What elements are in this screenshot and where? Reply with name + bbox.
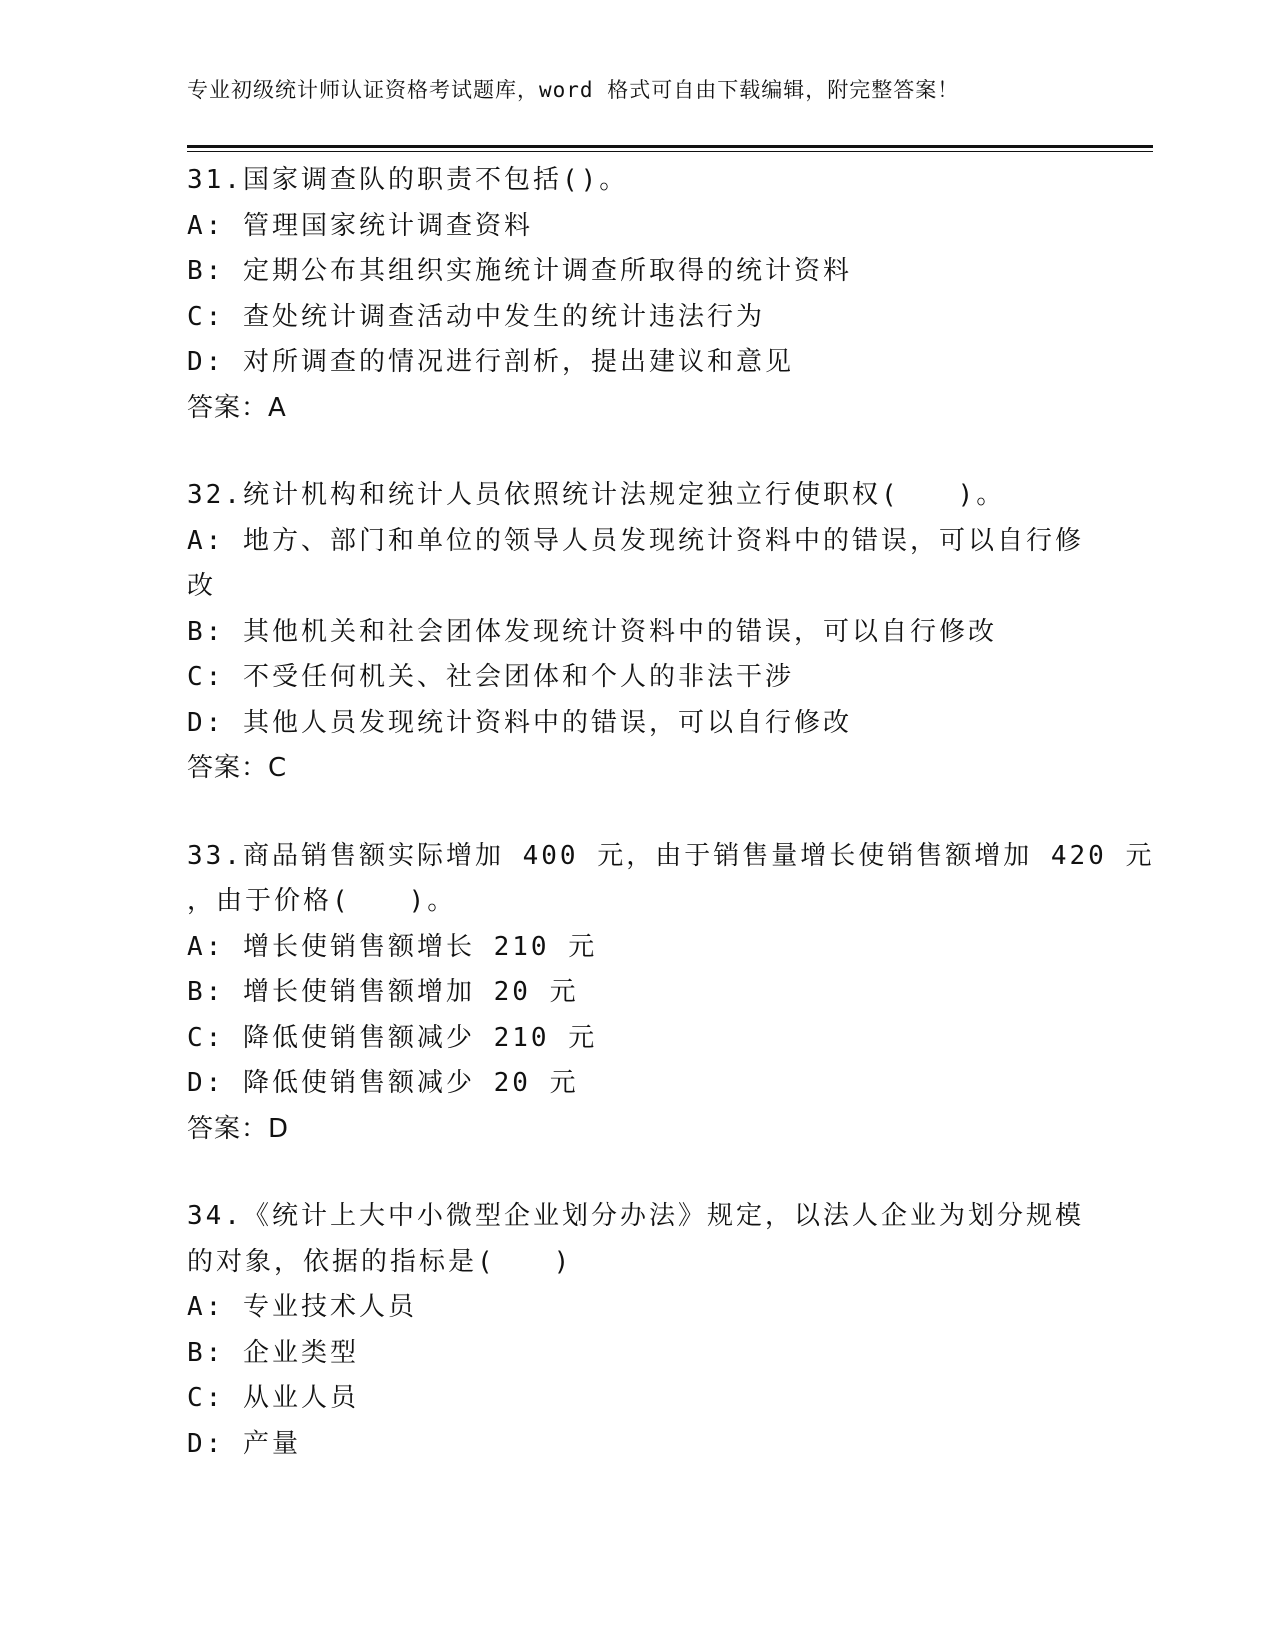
option-d: D: 对所调查的情况进行剖析，提出建议和意见: [187, 347, 794, 377]
option-a: A: 增长使销售额增长 210 元: [187, 931, 598, 962]
header-rule-thick: [187, 145, 1153, 148]
question-stem: 31.国家调查队的职责不包括()。: [187, 165, 629, 195]
question-stem: 32.统计机构和统计人员依照统计法规定独立行使职权( )。: [187, 480, 1006, 510]
option-b: B: 增长使销售额增加 20 元: [187, 977, 579, 1007]
question-33: [187, 834, 1155, 1153]
option-c: C: 不受任何机关、社会团体和个人的非法干涉: [187, 662, 794, 692]
question-stem: 34.《统计上大中小微型企业划分办法》规定，以法人企业为划分规模: [187, 1201, 1084, 1231]
question-spacer: [187, 1152, 1087, 1194]
question-spacer: [187, 792, 1087, 834]
option-a: A: 专业技术人员: [187, 1292, 417, 1322]
question-list: [187, 158, 1155, 1467]
option-d: D: 降低使销售额减少 20 元: [187, 1068, 579, 1098]
option-c: C: 查处统计调查活动中发生的统计违法行为: [187, 301, 765, 332]
question-stem-continued: 的对象，依据的指标是( ): [187, 1246, 573, 1277]
option-d: D: 产量: [187, 1428, 301, 1459]
question-34: [187, 1194, 1087, 1467]
question-stem: 33.商品销售额实际增加 400 元，由于销售量增长使销售额增加 420 元: [187, 840, 1155, 871]
option-a-continued: 改: [187, 571, 217, 601]
answer-line: 答案：D: [187, 1113, 290, 1144]
header-rule-thin: [187, 151, 1153, 152]
option-b: B: 其他机关和社会团体发现统计资料中的错误，可以自行修改: [187, 616, 997, 647]
question-spacer: [187, 431, 1087, 473]
question-stem-continued: ，由于价格( )。: [187, 886, 457, 916]
answer-line: 答案：C: [187, 753, 288, 783]
question-31: [187, 158, 1087, 431]
option-d: D: 其他人员发现统计资料中的错误，可以自行修改: [187, 707, 852, 738]
answer-line: 答案：A: [187, 392, 287, 423]
option-b: B: 企业类型: [187, 1337, 359, 1368]
option-c: C: 降低使销售额减少 210 元: [187, 1022, 598, 1053]
option-a: A: 管理国家统计调查资料: [187, 210, 533, 241]
page-header: 专业初级统计师认证资格考试题库，word 格式可自由下载编辑，附完整答案！: [187, 78, 960, 102]
option-b: B: 定期公布其组织实施统计调查所取得的统计资料: [187, 256, 852, 286]
question-32: [187, 473, 1087, 792]
option-a: A: 地方、部门和单位的领导人员发现统计资料中的错误，可以自行修: [187, 525, 1084, 556]
option-c: C: 从业人员: [187, 1383, 359, 1413]
